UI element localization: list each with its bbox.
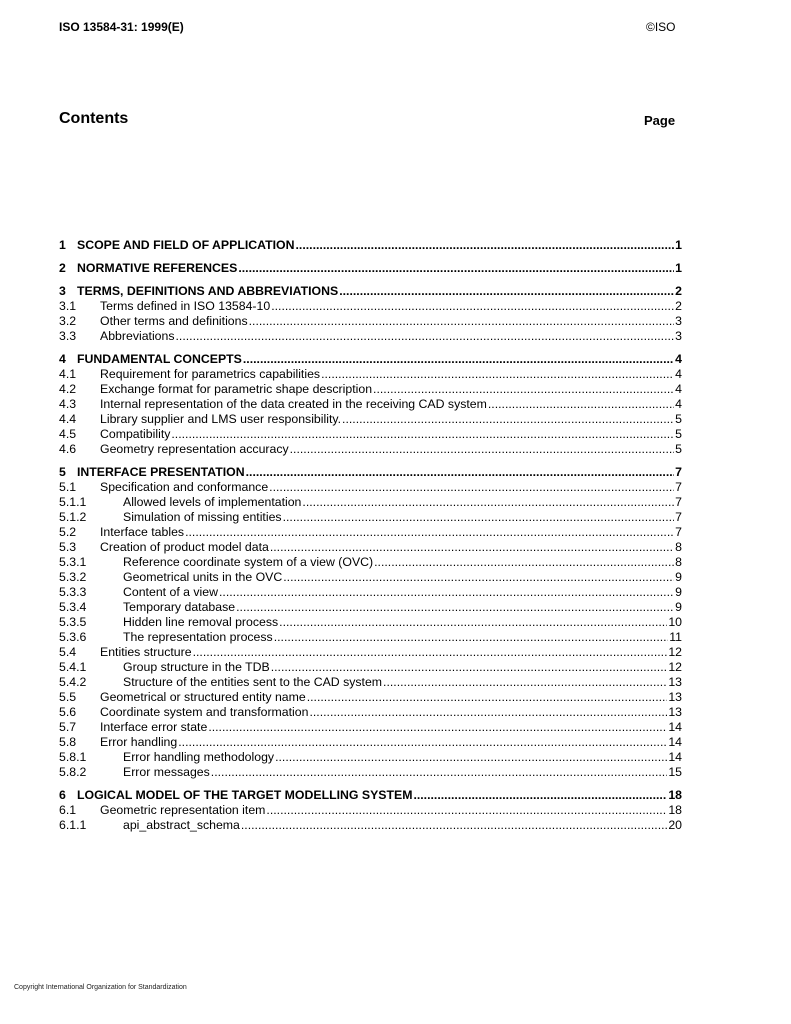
toc-entry-title: Compatibility: [100, 427, 171, 441]
toc-entry-number: 5.3.1: [59, 555, 87, 569]
toc-entry-title: Other terms and definitions: [100, 314, 248, 328]
toc-entry-title: Reference coordinate system of a view (OVC): [123, 555, 374, 569]
toc-entry[interactable]: [59, 412, 682, 427]
toc-entry[interactable]: [59, 284, 682, 299]
toc-dot-leader: [488, 397, 674, 412]
toc-entry-number: 5.8.1: [59, 750, 87, 764]
toc-entry[interactable]: [59, 788, 682, 803]
toc-dot-leader: [271, 299, 674, 314]
toc-entry-page: 2: [675, 284, 682, 298]
toc-entry-number: 5.4.1: [59, 660, 87, 674]
toc-entry-title: SCOPE AND FIELD OF APPLICATION: [77, 238, 295, 252]
toc-entry-page: 11: [669, 630, 682, 644]
toc-entry-page: 4: [675, 367, 682, 381]
toc-entry-title: Geometrical units in the OVC: [123, 570, 283, 584]
table-of-contents: [59, 238, 682, 833]
toc-entry-number: 5.1.2: [59, 510, 87, 524]
toc-dot-leader: [185, 525, 674, 540]
toc-dot-leader: [274, 630, 669, 645]
toc-entry-page: 4: [675, 397, 682, 411]
toc-dot-leader: [266, 803, 667, 818]
toc-entry[interactable]: [59, 735, 682, 750]
toc-dot-leader: [283, 570, 674, 585]
toc-entry-title: The representation process: [123, 630, 273, 644]
toc-entry-title: Exchange format for parametric shape description: [100, 382, 373, 396]
toc-dot-leader: [211, 765, 668, 780]
toc-entry-title: Library supplier and LMS user responsibility.: [100, 412, 342, 426]
toc-entry-number: 5.6: [59, 705, 77, 719]
toc-entry[interactable]: [59, 299, 682, 314]
toc-entry[interactable]: [59, 382, 682, 397]
toc-entry[interactable]: [59, 314, 682, 329]
toc-entry-number: 2: [59, 261, 66, 275]
toc-entry-page: 12: [668, 660, 682, 674]
toc-entry-page: 7: [675, 465, 682, 479]
toc-entry-page: 3: [675, 314, 682, 328]
toc-dot-leader: [208, 720, 667, 735]
toc-entry-title: NORMATIVE REFERENCES: [77, 261, 238, 275]
toc-entry-title: FUNDAMENTAL CONCEPTS: [77, 352, 242, 366]
toc-entry-title: Interface error state: [100, 720, 208, 734]
toc-entry-page: 14: [668, 720, 682, 734]
toc-entry-number: 5.7: [59, 720, 77, 734]
toc-entry[interactable]: [59, 510, 682, 525]
toc-entry-page: 15: [668, 765, 682, 779]
toc-entry-title: Structure of the entities sent to the CAD system: [123, 675, 383, 689]
toc-entry-title: Group structure in the TDB: [123, 660, 270, 674]
toc-entry-title: Coordinate system and transformation: [100, 705, 309, 719]
toc-entry-page: 13: [668, 705, 682, 719]
toc-entry-number: 4.4: [59, 412, 77, 426]
toc-entry-title: Simulation of missing entities: [123, 510, 282, 524]
toc-entry-page: 9: [675, 600, 682, 614]
toc-entry-title: Requirement for parametrics capabilities: [100, 367, 321, 381]
toc-entry[interactable]: [59, 367, 682, 382]
toc-entry-page: 3: [675, 329, 682, 343]
toc-entry-title: Entities structure: [100, 645, 192, 659]
toc-entry-number: 5.4.2: [59, 675, 87, 689]
toc-entry-title: Internal representation of the data created in the receiving CAD system: [100, 397, 487, 411]
toc-entry[interactable]: [59, 690, 682, 705]
toc-entry[interactable]: [59, 442, 682, 457]
toc-dot-leader: [309, 705, 667, 720]
toc-entry-title: Specification and conformance: [100, 480, 269, 494]
toc-entry[interactable]: [59, 630, 682, 645]
toc-entry-number: 6: [59, 788, 66, 802]
toc-entry-number: 3.2: [59, 314, 77, 328]
toc-entry[interactable]: [59, 750, 682, 765]
toc-entry-number: 5.3: [59, 540, 77, 554]
toc-dot-leader: [176, 329, 675, 344]
toc-entry-page: 7: [675, 510, 682, 524]
toc-entry-page: 7: [675, 525, 682, 539]
toc-dot-leader: [373, 382, 674, 397]
toc-entry-page: 4: [675, 382, 682, 396]
toc-entry[interactable]: [59, 238, 682, 253]
toc-dot-leader: [283, 510, 675, 525]
toc-entry-title: Allowed levels of implementation: [123, 495, 302, 509]
toc-dot-leader: [321, 367, 674, 382]
toc-entry[interactable]: [59, 570, 682, 585]
toc-dot-leader: [271, 660, 668, 675]
toc-entry-title: Abbreviations: [100, 329, 175, 343]
toc-entry-title: api_abstract_schema: [123, 818, 240, 832]
toc-entry-number: 1: [59, 238, 66, 252]
toc-entry-number: 3: [59, 284, 66, 298]
toc-entry-number: 5.5: [59, 690, 77, 704]
toc-entry-title: Hidden line removal process: [123, 615, 279, 629]
toc-entry-page: 5: [675, 427, 682, 441]
toc-entry-title: Temporary database: [123, 600, 236, 614]
toc-entry-number: 5.3.3: [59, 585, 87, 599]
toc-dot-leader: [374, 555, 674, 570]
toc-dot-leader: [236, 600, 674, 615]
toc-entry[interactable]: [59, 645, 682, 660]
toc-dot-leader: [219, 585, 674, 600]
toc-entry[interactable]: [59, 397, 682, 412]
toc-entry-number: 5.8.2: [59, 765, 87, 779]
toc-entry-title: Content of a view: [123, 585, 219, 599]
toc-entry[interactable]: [59, 803, 682, 818]
toc-entry-title: INTERFACE PRESENTATION: [77, 465, 245, 479]
toc-entry-number: 4: [59, 352, 66, 366]
toc-entry[interactable]: [59, 465, 682, 480]
page-column-label: Page: [644, 113, 676, 128]
toc-entry-page: 12: [668, 645, 682, 659]
toc-dot-leader: [246, 465, 675, 480]
toc-entry[interactable]: [59, 427, 682, 442]
toc-entry-page: 1: [675, 238, 682, 252]
toc-entry-page: 18: [668, 788, 682, 802]
toc-entry-number: 5.3.2: [59, 570, 87, 584]
toc-entry-page: 14: [668, 750, 682, 764]
toc-entry[interactable]: [59, 480, 682, 495]
toc-entry-title: Error handling: [100, 735, 178, 749]
toc-entry-number: 5.2: [59, 525, 77, 539]
toc-entry-page: 10: [668, 615, 682, 629]
toc-entry-page: 7: [675, 495, 682, 509]
toc-dot-leader: [178, 735, 667, 750]
toc-entry-page: 9: [675, 570, 682, 584]
toc-entry[interactable]: [59, 600, 682, 615]
toc-entry-number: 3.1: [59, 299, 77, 313]
toc-entry-number: 5.3.4: [59, 600, 87, 614]
toc-entry-page: 5: [675, 442, 682, 456]
toc-entry-page: 4: [675, 352, 682, 366]
toc-entry-title: Geometry representation accuracy: [100, 442, 289, 456]
toc-entry[interactable]: [59, 660, 682, 675]
toc-entry-page: 5: [675, 412, 682, 426]
contents-title: Contents: [59, 110, 129, 127]
toc-dot-leader: [241, 818, 667, 833]
toc-dot-leader: [270, 540, 674, 555]
toc-dot-leader: [383, 675, 667, 690]
toc-dot-leader: [413, 788, 667, 803]
toc-entry-page: 13: [668, 690, 682, 704]
document-header-left: ISO 13584-31: 1999(E): [59, 20, 184, 34]
toc-entry-title: Geometric representation item: [100, 803, 266, 817]
toc-dot-leader: [238, 261, 674, 276]
toc-entry-title: Terms defined in ISO 13584-10: [100, 299, 271, 313]
toc-entry[interactable]: [59, 495, 682, 510]
toc-entry-number: 6.1: [59, 803, 77, 817]
toc-entry-number: 5.1: [59, 480, 77, 494]
toc-entry[interactable]: [59, 818, 682, 833]
toc-dot-leader: [302, 495, 674, 510]
toc-entry-page: 18: [668, 803, 682, 817]
toc-entry-title: Creation of product model data: [100, 540, 269, 554]
toc-dot-leader: [279, 615, 667, 630]
toc-entry-page: 20: [668, 818, 682, 832]
document-header-right: ©ISO: [646, 20, 676, 34]
toc-entry-title: Interface tables: [100, 525, 185, 539]
toc-entry-title: LOGICAL MODEL OF THE TARGET MODELLING SYSTEM: [77, 788, 413, 802]
toc-entry-number: 4.6: [59, 442, 77, 456]
toc-entry[interactable]: [59, 329, 682, 344]
toc-entry[interactable]: [59, 540, 682, 555]
toc-entry-title: Error messages: [123, 765, 210, 779]
toc-entry[interactable]: [59, 765, 682, 780]
toc-entry-page: 1: [675, 261, 682, 275]
copyright-footer: Copyright International Organization for Standardization: [14, 984, 187, 991]
toc-entry-number: 4.5: [59, 427, 77, 441]
toc-dot-leader: [290, 442, 675, 457]
toc-dot-leader: [295, 238, 674, 253]
toc-dot-leader: [342, 412, 674, 427]
toc-entry-page: 8: [675, 540, 682, 554]
toc-entry-number: 5.3.5: [59, 615, 87, 629]
toc-entry-page: 2: [675, 299, 682, 313]
toc-entry-number: 3.3: [59, 329, 77, 343]
toc-dot-leader: [339, 284, 674, 299]
toc-entry[interactable]: [59, 525, 682, 540]
toc-entry-number: 5.1.1: [59, 495, 87, 509]
toc-entry-page: 7: [675, 480, 682, 494]
toc-entry[interactable]: [59, 261, 682, 276]
toc-entry[interactable]: [59, 352, 682, 367]
toc-entry[interactable]: [59, 555, 682, 570]
toc-entry-title: Error handling methodology: [123, 750, 275, 764]
toc-entry-page: 13: [668, 675, 682, 689]
toc-entry-title: TERMS, DEFINITIONS AND ABBREVIATIONS: [77, 284, 339, 298]
toc-entry[interactable]: [59, 720, 682, 735]
toc-entry-page: 8: [675, 555, 682, 569]
toc-entry-number: 4.1: [59, 367, 77, 381]
toc-entry-number: 5.4: [59, 645, 77, 659]
toc-dot-leader: [269, 480, 674, 495]
toc-entry-page: 14: [668, 735, 682, 749]
toc-entry[interactable]: [59, 615, 682, 630]
toc-entry-title: Geometrical or structured entity name: [100, 690, 306, 704]
toc-entry-number: 6.1.1: [59, 818, 87, 832]
toc-dot-leader: [307, 690, 668, 705]
toc-dot-leader: [193, 645, 668, 660]
toc-dot-leader: [171, 427, 674, 442]
toc-entry-number: 5.3.6: [59, 630, 87, 644]
toc-dot-leader: [243, 352, 674, 367]
toc-entry[interactable]: [59, 705, 682, 720]
toc-entry-number: 4.2: [59, 382, 77, 396]
toc-dot-leader: [249, 314, 675, 329]
toc-entry[interactable]: [59, 585, 682, 600]
toc-dot-leader: [275, 750, 667, 765]
toc-entry[interactable]: [59, 675, 682, 690]
toc-entry-number: 4.3: [59, 397, 77, 411]
toc-entry-page: 9: [675, 585, 682, 599]
toc-entry-number: 5: [59, 465, 66, 479]
toc-entry-number: 5.8: [59, 735, 77, 749]
